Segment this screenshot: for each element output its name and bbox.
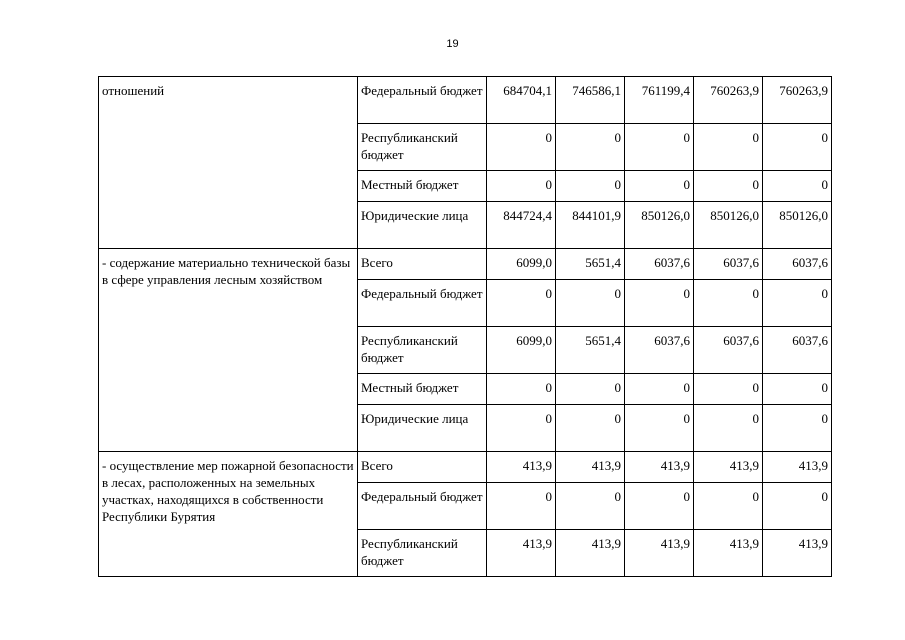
value-cell: 0 <box>763 171 832 202</box>
value-cell: 0 <box>487 124 556 171</box>
value-cell: 0 <box>694 405 763 452</box>
funding-source: Республиканский бюджет <box>358 124 487 171</box>
value-cell: 0 <box>556 124 625 171</box>
value-cell: 0 <box>487 483 556 530</box>
value-cell: 0 <box>556 374 625 405</box>
value-cell: 844101,9 <box>556 202 625 249</box>
value-cell: 0 <box>694 483 763 530</box>
value-cell: 760263,9 <box>763 77 832 124</box>
funding-source: Местный бюджет <box>358 374 487 405</box>
value-cell: 0 <box>487 171 556 202</box>
value-cell: 0 <box>763 124 832 171</box>
value-cell: 413,9 <box>556 452 625 483</box>
funding-source: Всего <box>358 452 487 483</box>
value-cell: 0 <box>625 124 694 171</box>
page-number: 19 <box>446 38 459 50</box>
funding-source: Республиканский бюджет <box>358 327 487 374</box>
value-cell: 413,9 <box>487 530 556 577</box>
funding-source: Республиканский бюджет <box>358 530 487 577</box>
value-cell: 6037,6 <box>694 327 763 374</box>
value-cell: 5651,4 <box>556 249 625 280</box>
activity-description: - содержание материально технической базы в сфере управления лесным хозяйством <box>99 249 358 452</box>
value-cell: 5651,4 <box>556 327 625 374</box>
value-cell: 0 <box>487 280 556 327</box>
table-row <box>99 77 832 124</box>
value-cell: 413,9 <box>487 452 556 483</box>
value-cell: 0 <box>625 280 694 327</box>
value-cell: 0 <box>625 374 694 405</box>
value-cell: 0 <box>556 483 625 530</box>
value-cell: 413,9 <box>694 530 763 577</box>
value-cell: 844724,4 <box>487 202 556 249</box>
value-cell: 0 <box>625 171 694 202</box>
value-cell: 413,9 <box>556 530 625 577</box>
funding-source: Федеральный бюджет <box>358 77 487 124</box>
value-cell: 6037,6 <box>763 249 832 280</box>
value-cell: 0 <box>556 405 625 452</box>
activity-description: отношений <box>99 77 358 249</box>
value-cell: 0 <box>487 374 556 405</box>
value-cell: 6037,6 <box>625 249 694 280</box>
value-cell: 0 <box>625 483 694 530</box>
value-cell: 0 <box>556 171 625 202</box>
funding-source: Всего <box>358 249 487 280</box>
value-cell: 6037,6 <box>694 249 763 280</box>
value-cell: 0 <box>556 280 625 327</box>
value-cell: 6037,6 <box>763 327 832 374</box>
funding-source: Федеральный бюджет <box>358 280 487 327</box>
value-cell: 0 <box>763 405 832 452</box>
value-cell: 850126,0 <box>763 202 832 249</box>
value-cell: 0 <box>763 483 832 530</box>
funding-source: Местный бюджет <box>358 171 487 202</box>
budget-table <box>98 76 832 577</box>
value-cell: 413,9 <box>763 452 832 483</box>
value-cell: 0 <box>763 374 832 405</box>
value-cell: 746586,1 <box>556 77 625 124</box>
value-cell: 760263,9 <box>694 77 763 124</box>
value-cell: 6099,0 <box>487 327 556 374</box>
value-cell: 413,9 <box>763 530 832 577</box>
funding-source: Федеральный бюджет <box>358 483 487 530</box>
value-cell: 0 <box>763 280 832 327</box>
table-row <box>99 249 832 280</box>
value-cell: 850126,0 <box>694 202 763 249</box>
table-row <box>99 452 832 483</box>
value-cell: 0 <box>625 405 694 452</box>
funding-source: Юридические лица <box>358 405 487 452</box>
funding-source: Юридические лица <box>358 202 487 249</box>
value-cell: 6099,0 <box>487 249 556 280</box>
value-cell: 0 <box>694 124 763 171</box>
value-cell: 684704,1 <box>487 77 556 124</box>
value-cell: 0 <box>694 374 763 405</box>
value-cell: 761199,4 <box>625 77 694 124</box>
value-cell: 0 <box>694 280 763 327</box>
value-cell: 0 <box>694 171 763 202</box>
value-cell: 413,9 <box>694 452 763 483</box>
activity-description: - осуществление мер пожарной безопасности в лесах, расположенных на земельных участках, находящихся в собственности Республики Бурятия <box>99 452 358 577</box>
value-cell: 413,9 <box>625 452 694 483</box>
value-cell: 0 <box>487 405 556 452</box>
value-cell: 850126,0 <box>625 202 694 249</box>
value-cell: 6037,6 <box>625 327 694 374</box>
value-cell: 413,9 <box>625 530 694 577</box>
